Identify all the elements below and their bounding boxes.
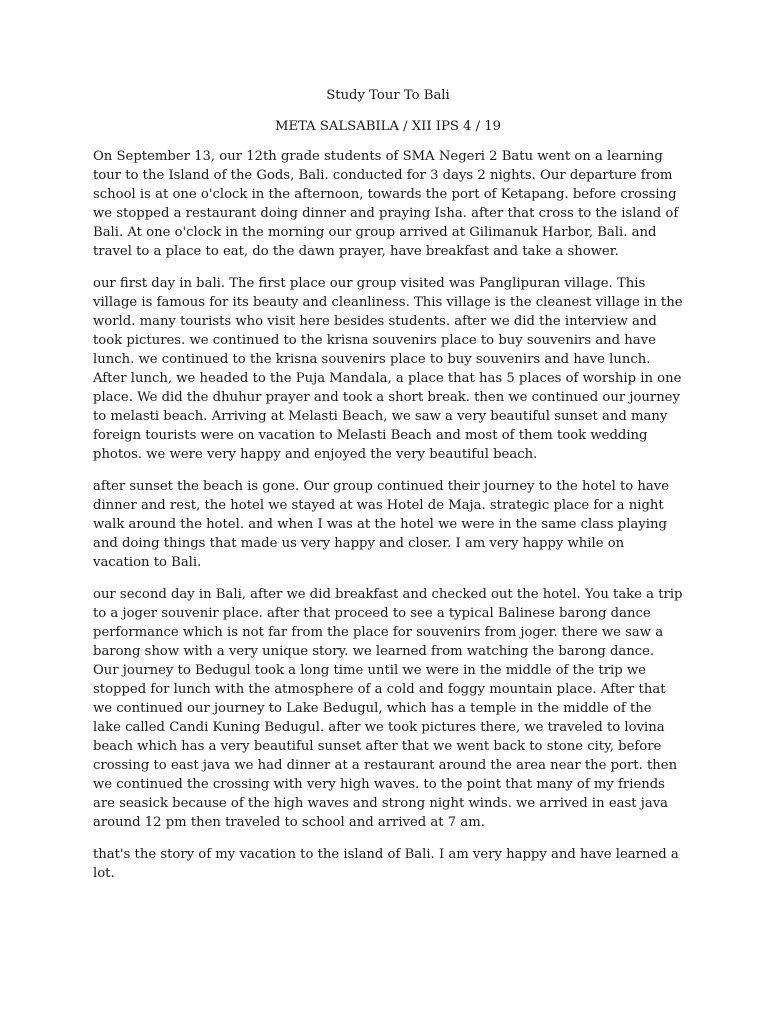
document-body [93, 86, 683, 896]
paragraph-first-day: our first day in bali. The first place our group visited was Panglipuran village. This village is famous for its beauty and cleanliness. This village is the cleanest village in the world. many tourists who visit here besides students. after we did the interview and took pictures. we continued to the krisna souvenirs place to buy souvenirs and have lunch. we continued to the krisna souvenirs place to buy souvenirs and have lunch. After lunch, we headed to the Puja Mandala, a place that has 5 places of worship in one place. We did the dhuhur prayer and took a short break. then we continued our journey to melasti beach. Arriving at Melasti Beach, we saw a very beautiful sunset and many foreign tourists were on vacation to Melasti Beach and most of them took wedding photos. we were very happy and enjoyed the very beautiful beach. [93, 276, 683, 462]
paragraph-second-day: our second day in Bali, after we did breakfast and checked out the hotel. You take a trip to a joger souvenir place. after that proceed to see a typical Balinese barong dance performance which is not far from the place for souvenirs from joger. there we saw a barong show with a very unique story. we learned from watching the barong dance. Our journey to Bedugul took a long time until we were in the middle of the trip we stopped for lunch with the atmosphere of a cold and foggy mountain place. After that we continued our journey to Lake Bedugul, which has a temple in the middle of the lake called Candi Kuning Bedugul. after we took pictures there, we traveled to lovina beach which has a very beautiful sunset after that we went back to stone city, before crossing to east java we had dinner at a restaurant around the area near the port. then we continued the crossing with very high waves. to the point that many of my friends are seasick because of the high waves and strong night winds. we arrived in east java around 12 pm then traveled to school and arrived at 7 am. [93, 587, 683, 830]
paragraph-conclusion: that's the story of my vacation to the island of Bali. I am very happy and have learned a lot. [93, 847, 679, 881]
author-line: META SALSABILA / XII IPS 4 / 19 [274, 119, 502, 134]
paragraph-hotel: after sunset the beach is gone. Our group continued their journey to the hotel to have dinner and rest, the hotel we stayed at was Hotel de Maja. strategic place for a night walk around the hotel. and when I was at the hotel we were in the same class playing and doing things that made us very happy and closer. I am very happy while on vacation to Bali. [93, 479, 670, 570]
paragraph-departure: On September 13, our 12th grade students of SMA Negeri 2 Batu went on a learning tour to the Island of the Gods, Bali. conducted for 3 days 2 nights. Our departure from school is at one o'clock in the afternoon, towards the port of Ketapang. before crossing we stopped a restaurant doing dinner and praying Isha. after that cross to the island of Bali. At one o'clock in the morning our group arrived at Gilimanuk Harbor, Bali. and travel to a place to eat, do the dawn prayer, have breakfast and take a shower. [93, 149, 679, 259]
document-title: Study Tour To Bali [326, 88, 450, 103]
